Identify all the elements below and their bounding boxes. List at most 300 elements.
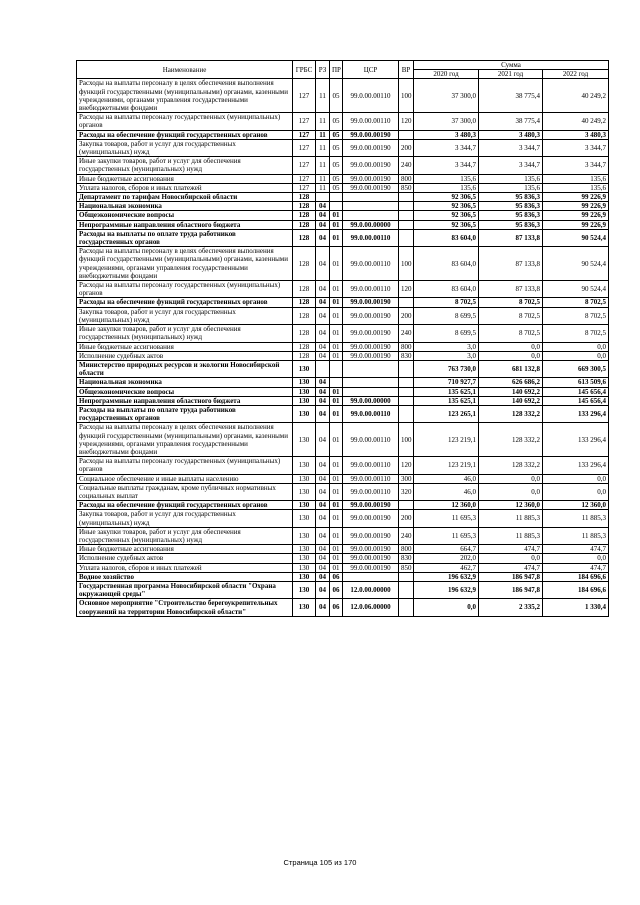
- cell-vr: 800: [399, 545, 414, 554]
- cell-grbs: 128: [293, 220, 316, 229]
- cell-vr: 800: [399, 342, 414, 351]
- cell-pr: 05: [330, 113, 343, 130]
- cell-grbs: 128: [293, 211, 316, 220]
- cell-2022: 133 296,4: [543, 457, 609, 474]
- cell-pr: 01: [330, 457, 343, 474]
- cell-2022: 3 344,7: [543, 139, 609, 156]
- cell-name: Исполнение судебных актов: [77, 554, 293, 563]
- cell-vr: [399, 130, 414, 139]
- cell-name: Основное мероприятие "Строительство берегоукрепительных сооружений на территории Новосибирской области": [77, 599, 293, 616]
- cell-csr: 99.0.00.00110: [343, 229, 399, 246]
- col-header-csr: ЦСР: [343, 61, 399, 79]
- cell-pr: 05: [330, 79, 343, 113]
- cell-2022: 40 249,2: [543, 113, 609, 130]
- table-row: [77, 281, 609, 298]
- cell-2021: 38 775,4: [479, 79, 543, 113]
- table-row: [77, 157, 609, 174]
- cell-2021: 140 692,2: [479, 396, 543, 405]
- col-header-2021: 2021 год: [479, 70, 543, 79]
- cell-csr: 99.0.00.00190: [343, 510, 399, 527]
- cell-csr: 99.0.00.00190: [343, 342, 399, 351]
- table-row: [77, 307, 609, 324]
- cell-2020: 123 219,1: [414, 457, 479, 474]
- cell-2021: 95 836,3: [479, 193, 543, 202]
- cell-grbs: 128: [293, 307, 316, 324]
- cell-2022: 133 296,4: [543, 405, 609, 422]
- cell-name: Общеэкономические вопросы: [77, 387, 293, 396]
- cell-pr: 01: [330, 483, 343, 500]
- cell-2021: 0,0: [479, 342, 543, 351]
- cell-2020: 92 306,5: [414, 193, 479, 202]
- cell-csr: 99.0.00.00190: [343, 527, 399, 544]
- cell-vr: [399, 193, 414, 202]
- cell-2020: 83 604,0: [414, 229, 479, 246]
- cell-rz: 11: [316, 183, 330, 192]
- cell-2021: 87 133,8: [479, 229, 543, 246]
- col-header-rz: РЗ: [316, 61, 330, 79]
- cell-name: Расходы на выплаты персоналу в целях обеспечения выполнения функций государственными (муниципальными) органами, казенными учреждениями, органами управления государственными внебюджетными фондами: [77, 79, 293, 113]
- cell-rz: 11: [316, 174, 330, 183]
- cell-pr: 01: [330, 325, 343, 342]
- cell-csr: 99.0.00.00190: [343, 501, 399, 510]
- cell-name: Государственная программа Новосибирской области "Охрана окружающей среды": [77, 581, 293, 598]
- cell-2022: 0,0: [543, 483, 609, 500]
- cell-rz: 04: [316, 423, 330, 457]
- cell-csr: 99.0.00.00110: [343, 457, 399, 474]
- cell-2021: 95 836,3: [479, 211, 543, 220]
- cell-vr: 120: [399, 113, 414, 130]
- cell-vr: 100: [399, 247, 414, 281]
- cell-2022: 184 696,6: [543, 572, 609, 581]
- cell-grbs: 128: [293, 193, 316, 202]
- cell-grbs: 130: [293, 554, 316, 563]
- cell-pr: 01: [330, 527, 343, 544]
- cell-csr: 99.0.00.00110: [343, 483, 399, 500]
- cell-name: Водное хозяйство: [77, 572, 293, 581]
- cell-2020: 3,0: [414, 342, 479, 351]
- cell-grbs: 130: [293, 423, 316, 457]
- cell-vr: [399, 298, 414, 307]
- cell-name: Общеэкономические вопросы: [77, 211, 293, 220]
- cell-grbs: 128: [293, 298, 316, 307]
- cell-rz: 04: [316, 572, 330, 581]
- cell-csr: 99.0.00.00110: [343, 281, 399, 298]
- cell-2021: 3 344,7: [479, 157, 543, 174]
- cell-rz: 04: [316, 599, 330, 616]
- cell-2020: 3,0: [414, 351, 479, 360]
- cell-vr: 100: [399, 423, 414, 457]
- cell-2022: 0,0: [543, 554, 609, 563]
- cell-vr: [399, 599, 414, 616]
- table-row: [77, 405, 609, 422]
- cell-csr: 12.0.06.00000: [343, 599, 399, 616]
- cell-vr: 240: [399, 157, 414, 174]
- cell-name: Иные бюджетные ассигнования: [77, 174, 293, 183]
- col-header-pr: ПР: [330, 61, 343, 79]
- cell-rz: 04: [316, 325, 330, 342]
- cell-csr: 99.0.00.00190: [343, 174, 399, 183]
- cell-2021: 87 133,8: [479, 247, 543, 281]
- cell-name: Непрограммные направления областного бюджета: [77, 220, 293, 229]
- cell-rz: [316, 193, 330, 202]
- cell-pr: 05: [330, 174, 343, 183]
- table-row: [77, 247, 609, 281]
- cell-2022: 145 656,4: [543, 387, 609, 396]
- cell-2021: 681 132,8: [479, 360, 543, 377]
- cell-csr: [343, 202, 399, 211]
- cell-csr: 99.0.00.00190: [343, 298, 399, 307]
- cell-vr: 850: [399, 183, 414, 192]
- cell-name: Министерство природных ресурсов и экологии Новосибирской области: [77, 360, 293, 377]
- cell-name: Исполнение судебных актов: [77, 351, 293, 360]
- budget-sheet: [76, 60, 608, 617]
- cell-grbs: 130: [293, 563, 316, 572]
- table-row: [77, 202, 609, 211]
- cell-pr: 06: [330, 572, 343, 581]
- cell-rz: 04: [316, 378, 330, 387]
- table-row: [77, 183, 609, 192]
- cell-vr: [399, 387, 414, 396]
- cell-csr: 99.0.00.00190: [343, 351, 399, 360]
- cell-2021: 0,0: [479, 554, 543, 563]
- cell-name: Закупка товаров, работ и услуг для государственных (муниципальных) нужд: [77, 510, 293, 527]
- cell-grbs: 127: [293, 157, 316, 174]
- table-row: [77, 298, 609, 307]
- cell-2022: 3 344,7: [543, 157, 609, 174]
- cell-vr: 830: [399, 351, 414, 360]
- cell-2020: 37 300,0: [414, 79, 479, 113]
- cell-grbs: 130: [293, 378, 316, 387]
- cell-2020: 135 625,1: [414, 396, 479, 405]
- cell-2022: 613 509,6: [543, 378, 609, 387]
- cell-csr: 99.0.00.00110: [343, 79, 399, 113]
- cell-2020: 202,0: [414, 554, 479, 563]
- table-row: [77, 545, 609, 554]
- cell-rz: 04: [316, 229, 330, 246]
- cell-csr: [343, 387, 399, 396]
- cell-csr: 99.0.00.00110: [343, 474, 399, 483]
- table-row: [77, 457, 609, 474]
- cell-pr: 01: [330, 351, 343, 360]
- cell-2020: 83 604,0: [414, 247, 479, 281]
- cell-name: Иные бюджетные ассигнования: [77, 545, 293, 554]
- cell-vr: [399, 202, 414, 211]
- cell-2020: 196 632,9: [414, 572, 479, 581]
- cell-name: Департамент по тарифам Новосибирской области: [77, 193, 293, 202]
- table-row: [77, 423, 609, 457]
- cell-2020: 710 927,7: [414, 378, 479, 387]
- cell-pr: 05: [330, 157, 343, 174]
- cell-rz: 04: [316, 554, 330, 563]
- cell-vr: 320: [399, 483, 414, 500]
- cell-vr: 200: [399, 307, 414, 324]
- cell-grbs: 130: [293, 457, 316, 474]
- cell-name: Иные бюджетные ассигнования: [77, 342, 293, 351]
- cell-pr: [330, 193, 343, 202]
- cell-rz: 04: [316, 483, 330, 500]
- cell-2021: 95 836,3: [479, 220, 543, 229]
- cell-2021: 3 344,7: [479, 139, 543, 156]
- cell-vr: 300: [399, 474, 414, 483]
- cell-csr: [343, 193, 399, 202]
- cell-2020: 123 265,1: [414, 405, 479, 422]
- cell-csr: 99.0.00.00190: [343, 157, 399, 174]
- cell-grbs: 130: [293, 483, 316, 500]
- cell-2021: 0,0: [479, 351, 543, 360]
- cell-rz: 04: [316, 307, 330, 324]
- cell-2021: 8 702,5: [479, 325, 543, 342]
- cell-2020: 8 699,5: [414, 307, 479, 324]
- cell-vr: [399, 211, 414, 220]
- table-row: [77, 351, 609, 360]
- cell-grbs: 127: [293, 183, 316, 192]
- cell-vr: 850: [399, 563, 414, 572]
- cell-2021: 626 686,2: [479, 378, 543, 387]
- cell-name: Расходы на выплаты по оплате труда работников государственных органов: [77, 405, 293, 422]
- cell-rz: 11: [316, 157, 330, 174]
- cell-2020: 92 306,5: [414, 202, 479, 211]
- cell-name: Непрограммные направления областного бюджета: [77, 396, 293, 405]
- table-row: [77, 510, 609, 527]
- table-row: [77, 474, 609, 483]
- cell-2020: 135,6: [414, 174, 479, 183]
- cell-pr: 01: [330, 474, 343, 483]
- cell-2022: 12 360,0: [543, 501, 609, 510]
- cell-2021: 87 133,8: [479, 281, 543, 298]
- cell-rz: 04: [316, 211, 330, 220]
- cell-vr: [399, 220, 414, 229]
- cell-pr: 05: [330, 183, 343, 192]
- cell-2022: 90 524,4: [543, 281, 609, 298]
- cell-2020: 12 360,0: [414, 501, 479, 510]
- cell-vr: [399, 378, 414, 387]
- cell-2022: 11 885,3: [543, 527, 609, 544]
- cell-grbs: 130: [293, 405, 316, 422]
- cell-pr: [330, 360, 343, 377]
- cell-rz: 04: [316, 457, 330, 474]
- table-row: [77, 581, 609, 598]
- cell-pr: 01: [330, 396, 343, 405]
- col-header-grbs: ГРБС: [293, 61, 316, 79]
- cell-grbs: 128: [293, 229, 316, 246]
- cell-name: Закупка товаров, работ и услуг для государственных (муниципальных) нужд: [77, 307, 293, 324]
- cell-grbs: 130: [293, 510, 316, 527]
- cell-2022: 40 249,2: [543, 79, 609, 113]
- cell-2022: 0,0: [543, 342, 609, 351]
- cell-name: Расходы на обеспечение функций государственных органов: [77, 298, 293, 307]
- cell-2022: 3 480,3: [543, 130, 609, 139]
- col-header-name: Наименование: [77, 61, 293, 79]
- col-header-2022: 2022 год: [543, 70, 609, 79]
- cell-2020: 135 625,1: [414, 387, 479, 396]
- cell-2022: 145 656,4: [543, 396, 609, 405]
- cell-grbs: 130: [293, 572, 316, 581]
- cell-grbs: 127: [293, 113, 316, 130]
- cell-grbs: 130: [293, 581, 316, 598]
- cell-2020: 196 632,9: [414, 581, 479, 598]
- cell-grbs: 128: [293, 342, 316, 351]
- table-row: [77, 527, 609, 544]
- cell-grbs: 128: [293, 281, 316, 298]
- cell-2022: 669 300,5: [543, 360, 609, 377]
- cell-2022: 184 696,6: [543, 581, 609, 598]
- cell-2021: 135,6: [479, 183, 543, 192]
- cell-rz: 11: [316, 139, 330, 156]
- col-header-sum: Сумма: [414, 61, 609, 70]
- cell-pr: 01: [330, 387, 343, 396]
- cell-2020: 83 604,0: [414, 281, 479, 298]
- cell-2022: 133 296,4: [543, 423, 609, 457]
- cell-2022: 474,7: [543, 545, 609, 554]
- cell-csr: 99.0.00.00190: [343, 554, 399, 563]
- cell-vr: 240: [399, 527, 414, 544]
- cell-csr: [343, 211, 399, 220]
- cell-csr: 99.0.00.00190: [343, 545, 399, 554]
- cell-name: Иные закупки товаров, работ и услуг для обеспечения государственных (муниципальных) нужд: [77, 527, 293, 544]
- cell-grbs: 128: [293, 351, 316, 360]
- cell-name: Социальное обеспечение и иные выплаты населению: [77, 474, 293, 483]
- cell-grbs: 127: [293, 130, 316, 139]
- cell-name: Расходы на выплаты персоналу в целях обеспечения выполнения функций государственными (муниципальными) органами, казенными учреждениями, органами управления государственными внебюджетными фондами: [77, 423, 293, 457]
- cell-name: Социальные выплаты гражданам, кроме публичных нормативных социальных выплат: [77, 483, 293, 500]
- cell-csr: [343, 360, 399, 377]
- cell-2021: 186 947,8: [479, 572, 543, 581]
- cell-2021: 38 775,4: [479, 113, 543, 130]
- cell-2021: 12 360,0: [479, 501, 543, 510]
- cell-pr: 01: [330, 510, 343, 527]
- cell-2020: 8 702,5: [414, 298, 479, 307]
- cell-2021: 186 947,8: [479, 581, 543, 598]
- table-row: [77, 229, 609, 246]
- cell-vr: 200: [399, 139, 414, 156]
- cell-pr: 01: [330, 247, 343, 281]
- cell-csr: 99.0.00.00190: [343, 130, 399, 139]
- cell-rz: 04: [316, 527, 330, 544]
- cell-rz: 04: [316, 247, 330, 281]
- cell-name: Закупка товаров, работ и услуг для государственных (муниципальных) нужд: [77, 139, 293, 156]
- cell-2020: 3 344,7: [414, 157, 479, 174]
- table-row: [77, 139, 609, 156]
- cell-grbs: 130: [293, 360, 316, 377]
- cell-2022: 0,0: [543, 351, 609, 360]
- cell-2020: 37 300,0: [414, 113, 479, 130]
- cell-pr: 01: [330, 563, 343, 572]
- cell-pr: 01: [330, 554, 343, 563]
- cell-grbs: 130: [293, 396, 316, 405]
- cell-rz: 04: [316, 298, 330, 307]
- table-row: [77, 79, 609, 113]
- cell-pr: [330, 202, 343, 211]
- cell-2020: 664,7: [414, 545, 479, 554]
- cell-rz: [316, 360, 330, 377]
- cell-rz: 11: [316, 130, 330, 139]
- cell-rz: 04: [316, 387, 330, 396]
- cell-grbs: 130: [293, 599, 316, 616]
- cell-2022: 90 524,4: [543, 247, 609, 281]
- table-row: [77, 174, 609, 183]
- cell-2022: 99 226,9: [543, 193, 609, 202]
- cell-csr: 12.0.00.00000: [343, 581, 399, 598]
- cell-2020: 3 480,3: [414, 130, 479, 139]
- cell-2021: 135,6: [479, 174, 543, 183]
- cell-2022: 8 702,5: [543, 298, 609, 307]
- cell-grbs: 130: [293, 501, 316, 510]
- cell-pr: 01: [330, 545, 343, 554]
- cell-2022: 1 330,4: [543, 599, 609, 616]
- cell-vr: 800: [399, 174, 414, 183]
- cell-pr: 01: [330, 211, 343, 220]
- cell-pr: [330, 378, 343, 387]
- cell-rz: 04: [316, 563, 330, 572]
- cell-pr: 01: [330, 298, 343, 307]
- cell-vr: 120: [399, 281, 414, 298]
- cell-csr: 99.0.00.00110: [343, 423, 399, 457]
- cell-name: Расходы на обеспечение функций государственных органов: [77, 130, 293, 139]
- cell-rz: 04: [316, 405, 330, 422]
- cell-2021: 474,7: [479, 545, 543, 554]
- cell-2021: 0,0: [479, 474, 543, 483]
- cell-2020: 46,0: [414, 483, 479, 500]
- table-row: [77, 378, 609, 387]
- cell-csr: 99.0.00.00190: [343, 139, 399, 156]
- table-row: [77, 563, 609, 572]
- cell-2022: 11 885,3: [543, 510, 609, 527]
- table-row: [77, 554, 609, 563]
- cell-csr: 99.0.00.00000: [343, 396, 399, 405]
- cell-name: Иные закупки товаров, работ и услуг для обеспечения государственных (муниципальных) нужд: [77, 325, 293, 342]
- cell-pr: 06: [330, 599, 343, 616]
- cell-csr: 99.0.00.00110: [343, 247, 399, 281]
- cell-name: Расходы на обеспечение функций государственных органов: [77, 501, 293, 510]
- cell-rz: 04: [316, 202, 330, 211]
- cell-2022: 90 524,4: [543, 229, 609, 246]
- table-row: [77, 342, 609, 351]
- cell-2021: 3 480,3: [479, 130, 543, 139]
- cell-name: Иные закупки товаров, работ и услуг для обеспечения государственных (муниципальных) нужд: [77, 157, 293, 174]
- cell-pr: 01: [330, 342, 343, 351]
- table-row: [77, 211, 609, 220]
- cell-2022: 135,6: [543, 183, 609, 192]
- cell-2020: 92 306,5: [414, 211, 479, 220]
- table-row: [77, 396, 609, 405]
- page-footer: Страница 105 из 170: [283, 858, 357, 867]
- cell-2021: 128 332,2: [479, 423, 543, 457]
- table-row: [77, 501, 609, 510]
- cell-name: Уплата налогов, сборов и иных платежей: [77, 563, 293, 572]
- cell-name: Национальная экономика: [77, 378, 293, 387]
- cell-2022: 474,7: [543, 563, 609, 572]
- cell-pr: 01: [330, 405, 343, 422]
- cell-vr: 240: [399, 325, 414, 342]
- cell-2022: 135,6: [543, 174, 609, 183]
- cell-csr: 99.0.00.00190: [343, 325, 399, 342]
- table-row: [77, 360, 609, 377]
- cell-csr: [343, 378, 399, 387]
- cell-2022: 0,0: [543, 474, 609, 483]
- cell-rz: 04: [316, 501, 330, 510]
- table-row: [77, 572, 609, 581]
- cell-grbs: 127: [293, 174, 316, 183]
- cell-rz: 04: [316, 581, 330, 598]
- cell-2020: 3 344,7: [414, 139, 479, 156]
- table-row: [77, 220, 609, 229]
- cell-vr: [399, 396, 414, 405]
- cell-2020: 92 306,5: [414, 220, 479, 229]
- cell-2020: 123 219,1: [414, 423, 479, 457]
- cell-2020: 8 699,5: [414, 325, 479, 342]
- cell-name: Расходы на выплаты персоналу в целях обеспечения выполнения функций государственными (муниципальными) органами, казенными учреждениями, органами управления государственными внебюджетными фондами: [77, 247, 293, 281]
- cell-vr: [399, 581, 414, 598]
